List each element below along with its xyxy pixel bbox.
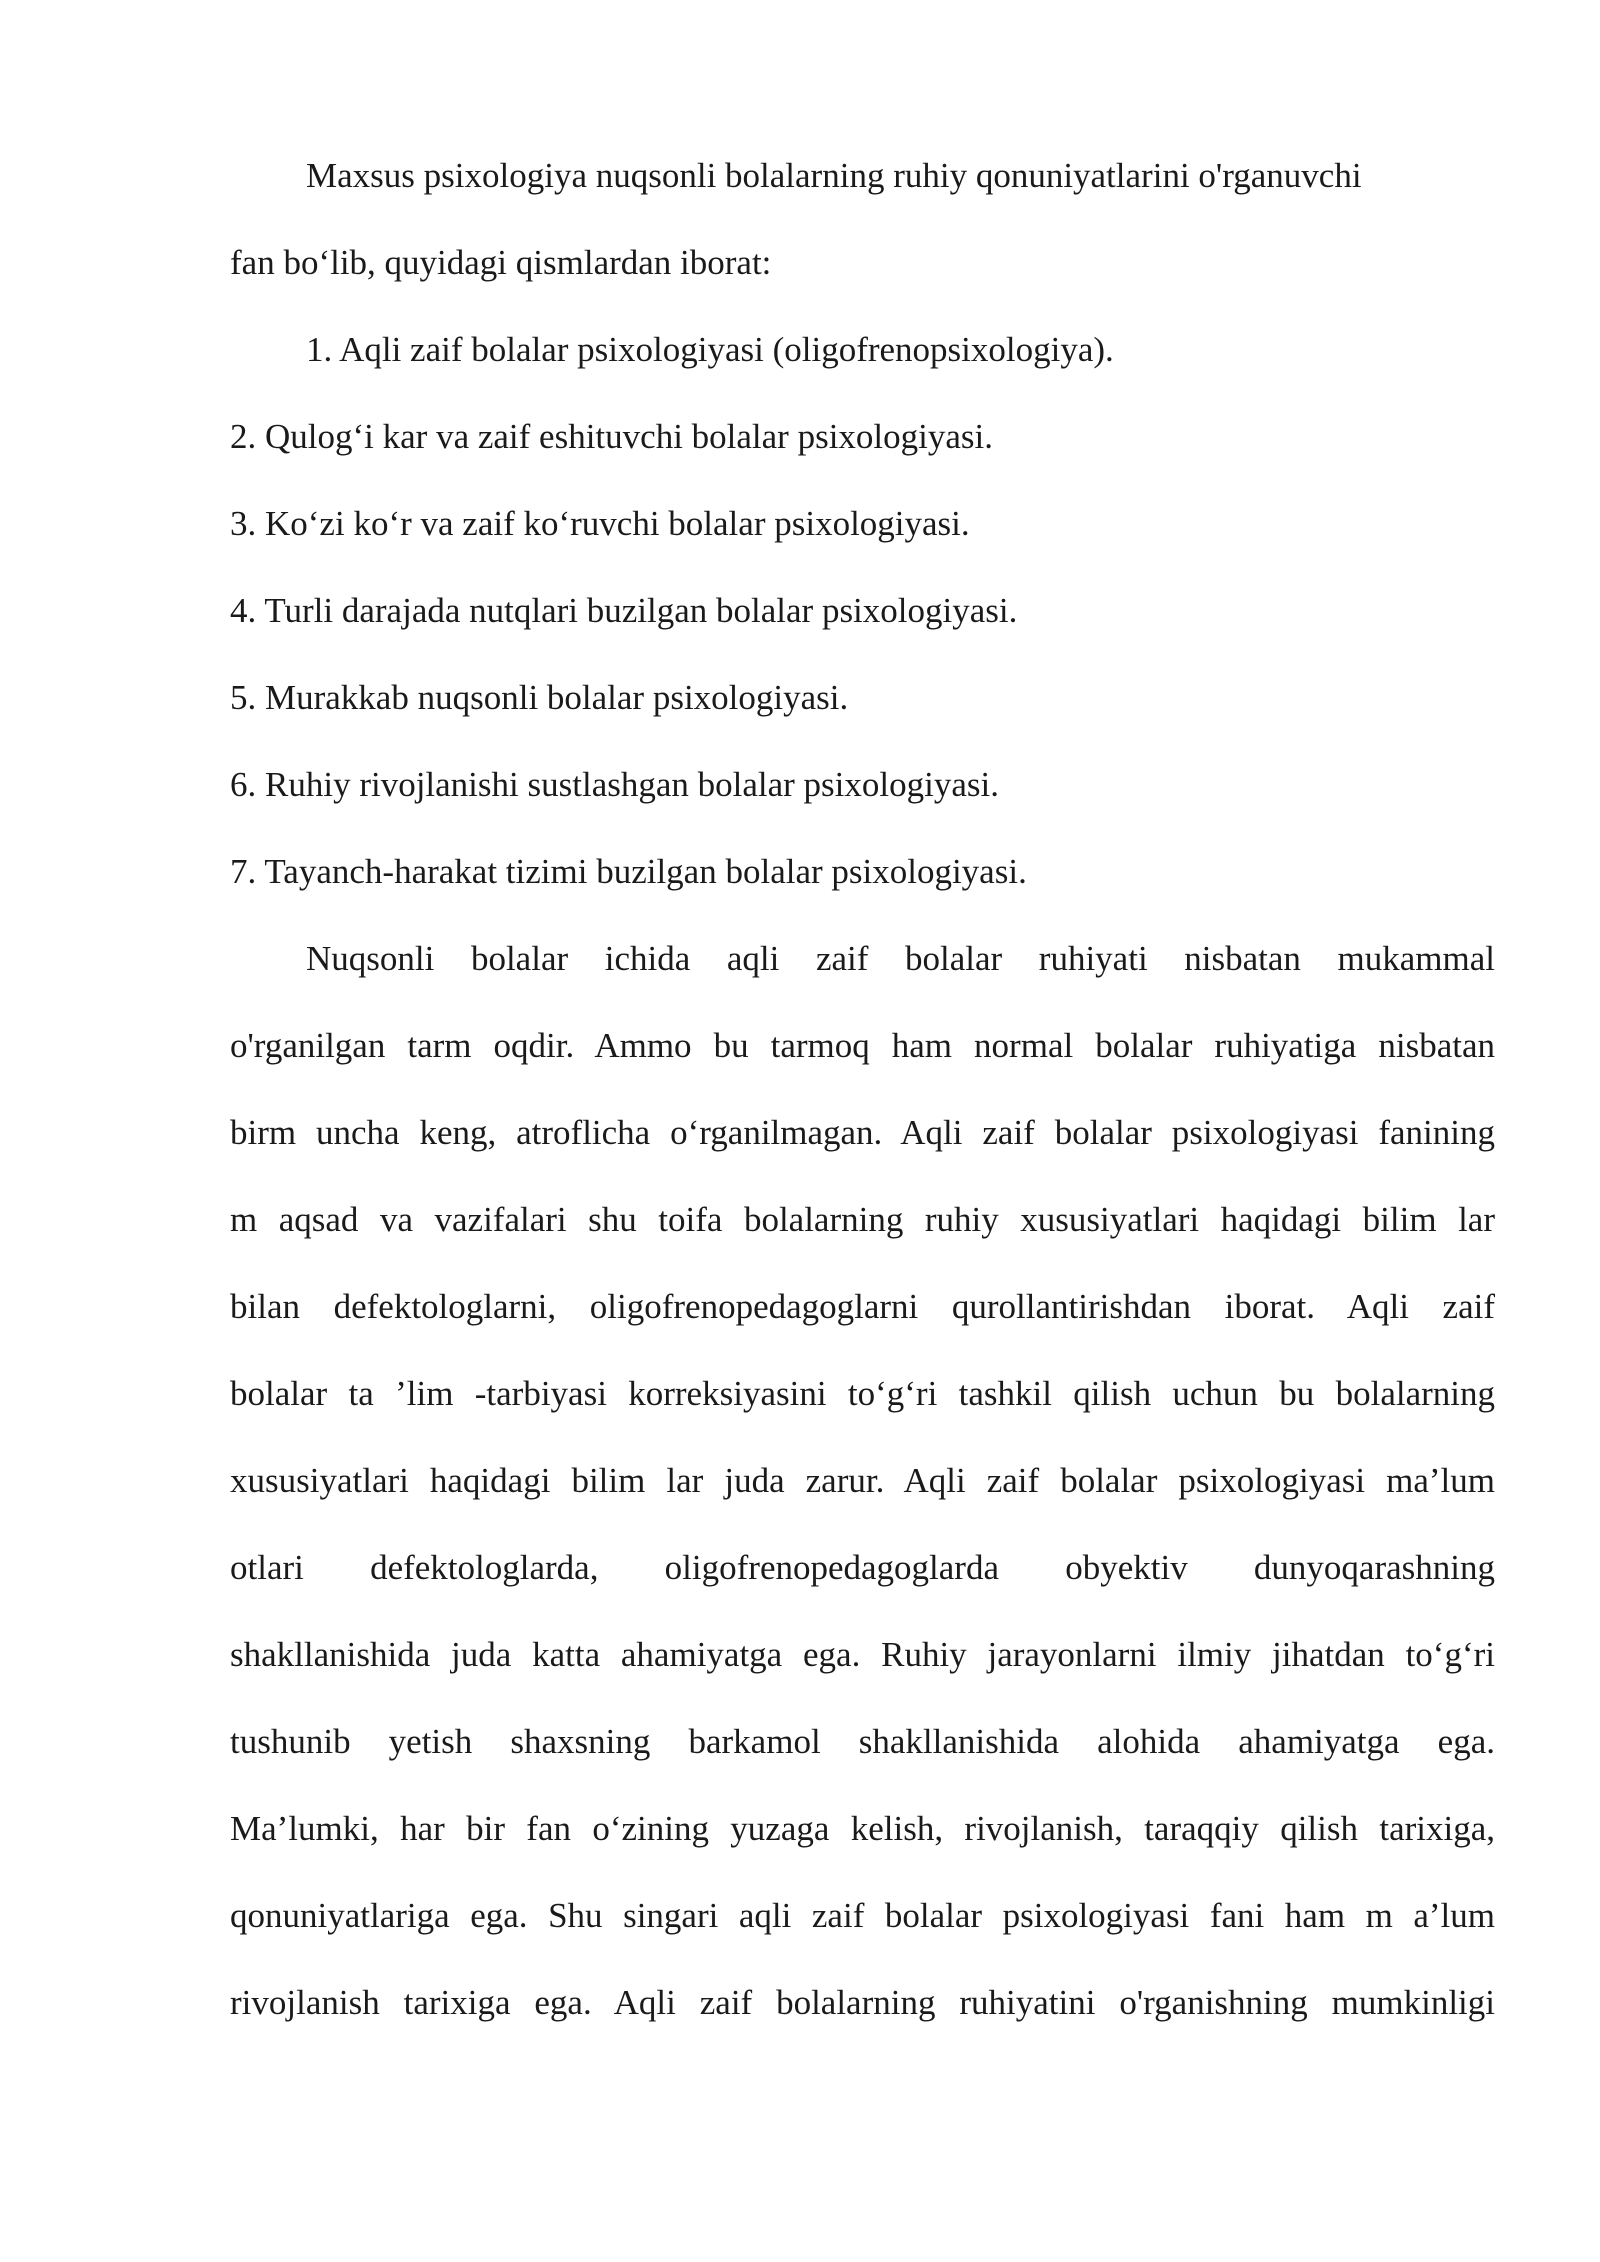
paragraph-line: bolalar ta ’lim -tarbiyasi korreksiyasini to‘g‘ri tashkil qilish uchun bu bolalarning — [230, 1374, 1495, 1413]
intro-line-1: Maxsus psixologiya nuqsonli bolalarning ruhiy qonuniyatlarini o'rganuvchi — [306, 156, 1362, 195]
list-item: 7. Tayanch-harakat tizimi buzilgan bolalar psixologiyasi. — [230, 852, 1027, 891]
paragraph-line: birm uncha keng, atroflicha o‘rganilmagan. Aqli zaif bolalar psixologiyasi fanining — [230, 1113, 1495, 1152]
body-paragraph — [230, 915, 1495, 2046]
paragraph-line: otlari defektologlarda, oligofrenopedagoglarda obyektiv dunyoqarashning — [230, 1548, 1495, 1587]
list-item: 6. Ruhiy rivojlanishi sustlashgan bolalar psixologiyasi. — [230, 765, 999, 804]
paragraph-line: Nuqsonli bolalar ichida aqli zaif bolalar ruhiyati nisbatan mukammal — [306, 939, 1495, 978]
list-item: 2. Qulog‘i kar va zaif eshituvchi bolalar psixologiyasi. — [230, 417, 994, 456]
paragraph-line: shakllanishida juda katta ahamiyatga ega. Ruhiy jarayonlarni ilmiy jihatdan to‘g‘ri — [230, 1635, 1495, 1674]
paragraph-line: tushunib yetish shaxsning barkamol shakllanishida alohida ahamiyatga ega. — [230, 1722, 1495, 1761]
list-item: 3. Ko‘zi ko‘r va zaif ko‘ruvchi bolalar psixologiyasi. — [230, 504, 970, 543]
paragraph-line: qonuniyatlariga ega. Shu singari aqli zaif bolalar psixologiyasi fani ham m a’lum — [230, 1896, 1495, 1935]
paragraph-line: rivojlanish tarixiga ega. Aqli zaif bolalarning ruhiyatini o'rganishning mumkinligi — [230, 1983, 1495, 2022]
paragraph-line: m aqsad va vazifalari shu toifa bolalarning ruhiy xususiyatlari haqidagi bilim lar — [230, 1200, 1495, 1239]
list-item: 5. Murakkab nuqsonli bolalar psixologiyasi. — [230, 678, 849, 717]
paragraph-line: o'rganilgan tarm oqdir. Ammo bu tarmoq ham normal bolalar ruhiyatiga nisbatan — [230, 1026, 1495, 1065]
list-item: 1. Aqli zaif bolalar psixologiyasi (oligofrenopsixologiya). — [306, 330, 1114, 369]
paragraph-line: bilan defektologlarni, oligofrenopedagoglarni qurollantirishdan iborat. Aqli zaif — [230, 1287, 1495, 1326]
list-item: 4. Turli darajada nutqlari buzilgan bolalar psixologiyasi. — [230, 591, 1018, 630]
paragraph-line: Ma’lumki, har bir fan o‘zining yuzaga kelish, rivojlanish, taraqqiy qilish tarixiga, — [230, 1809, 1495, 1848]
paragraph-line: xususiyatlari haqidagi bilim lar juda zarur. Aqli zaif bolalar psixologiyasi ma’lum — [230, 1461, 1495, 1500]
document-body — [230, 132, 1495, 2046]
intro-line-2: fan bo‘lib, quyidagi qismlardan iborat: — [230, 243, 772, 282]
